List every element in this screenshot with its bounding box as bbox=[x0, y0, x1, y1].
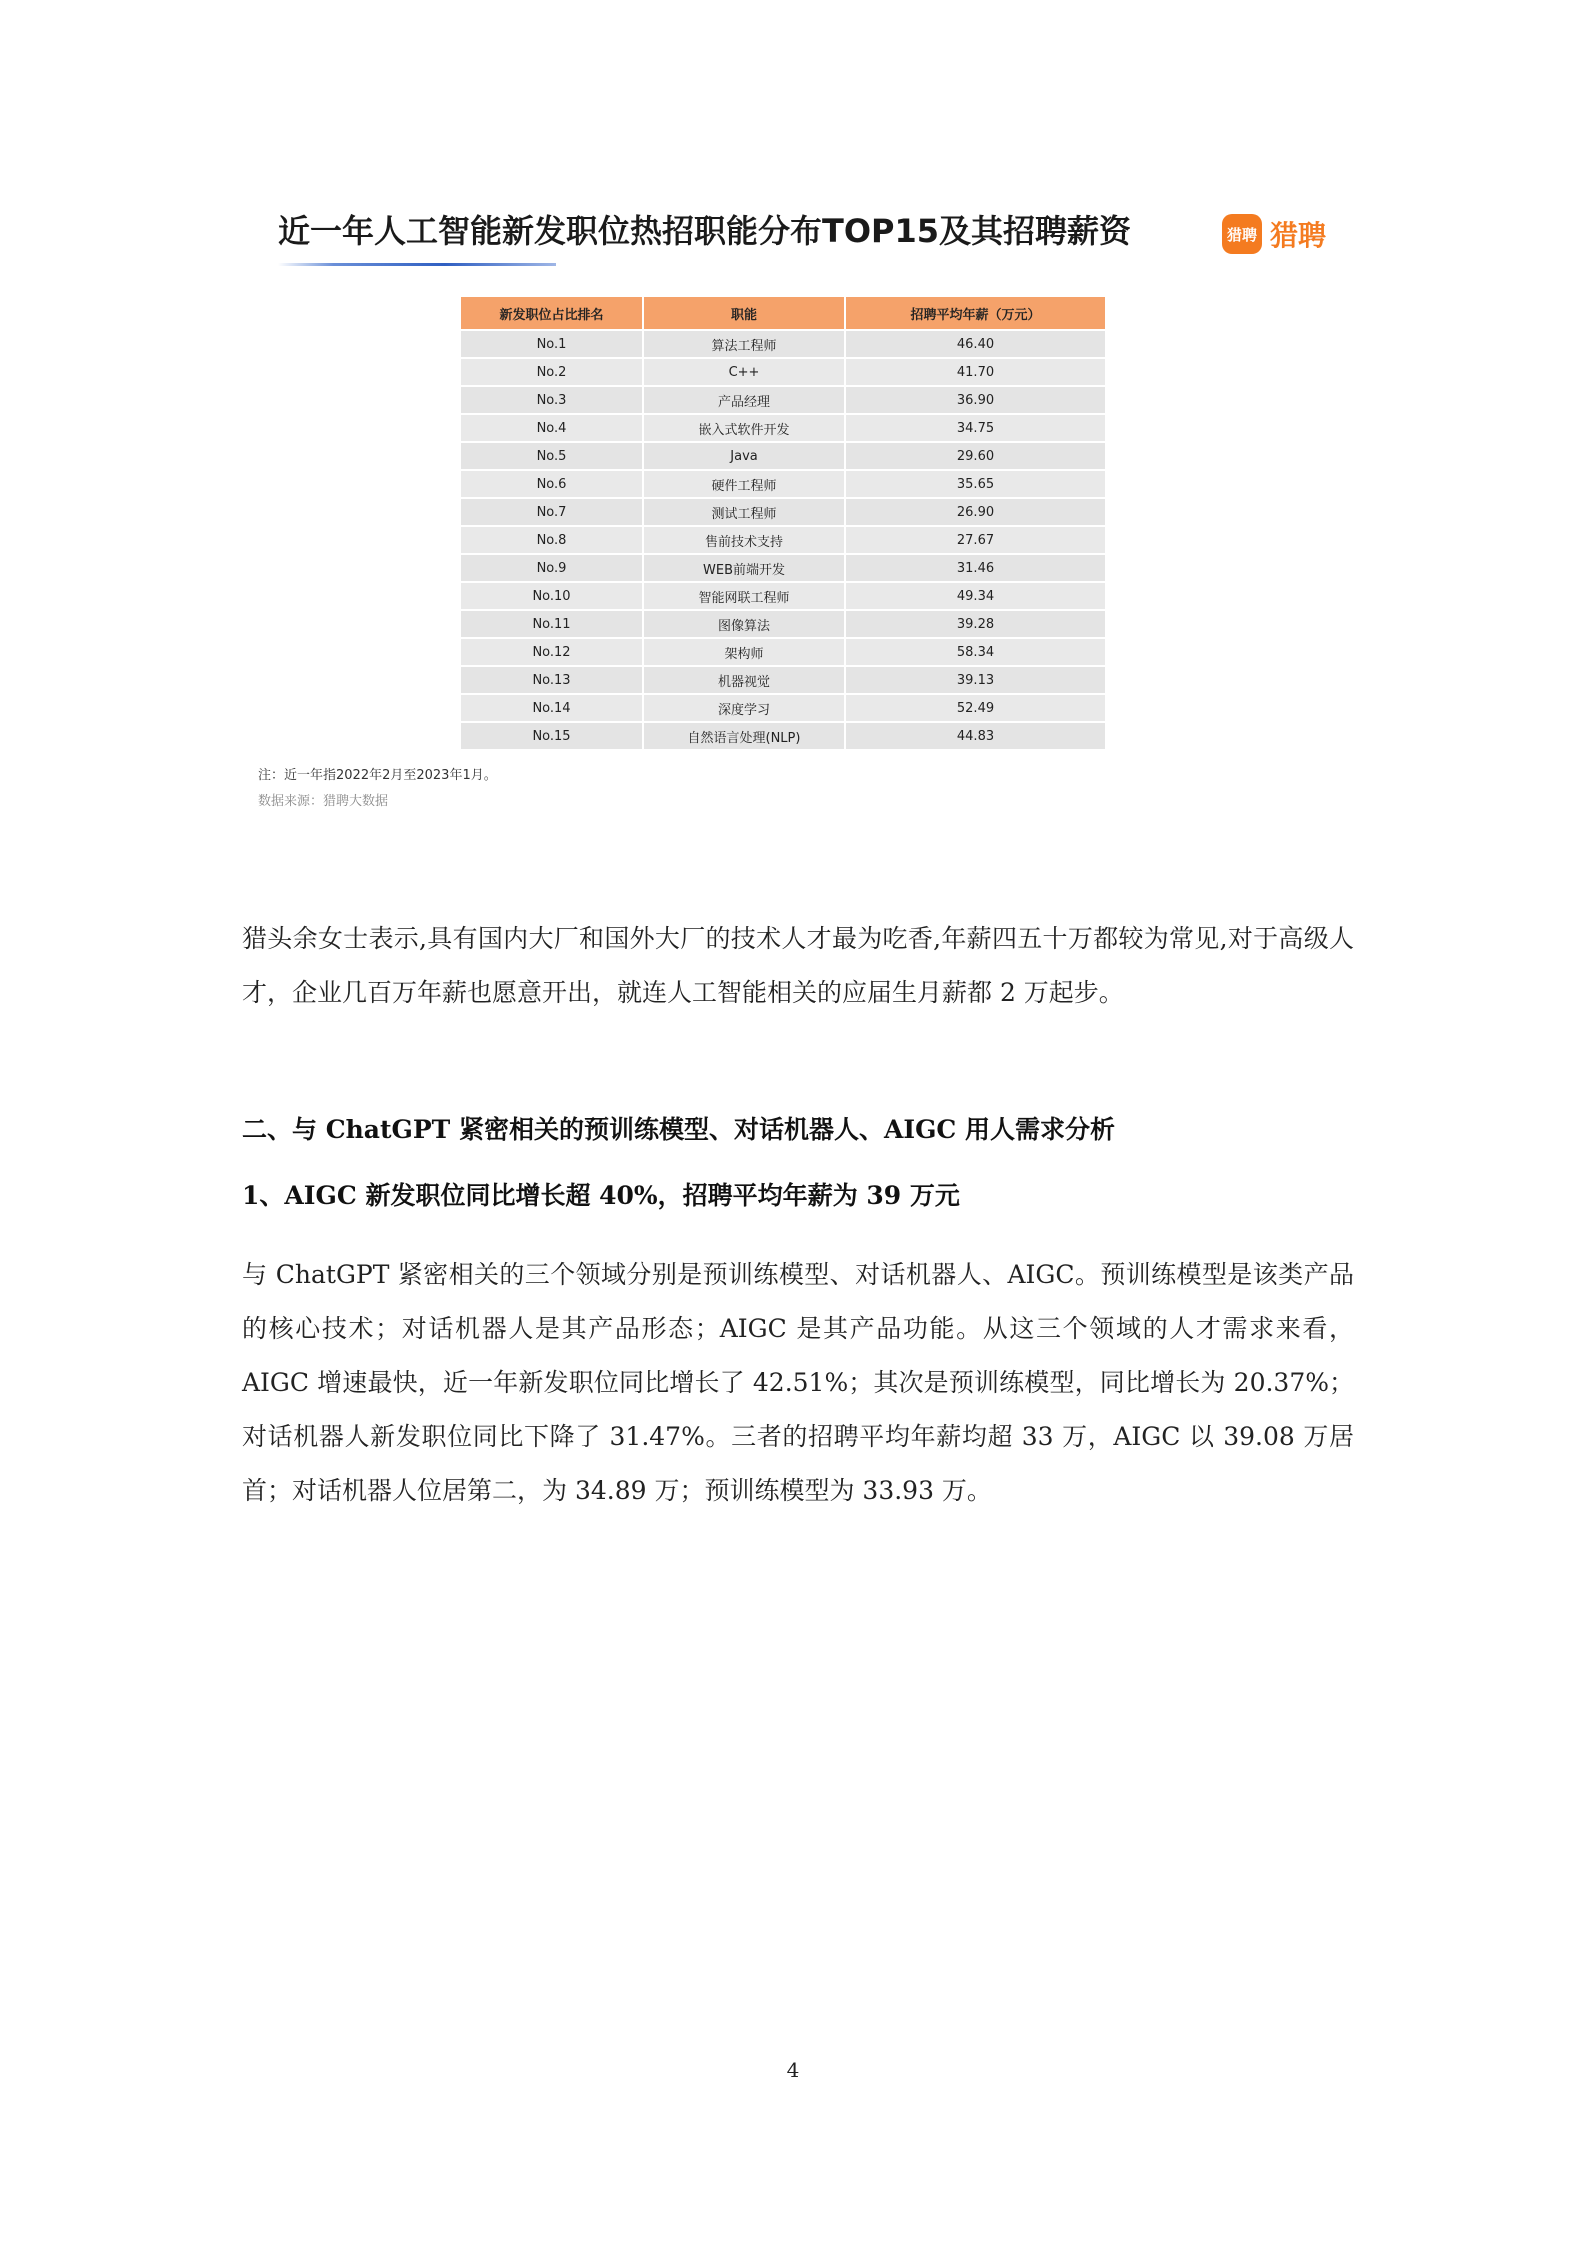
cell-salary: 39.28 bbox=[845, 610, 1106, 638]
table-row bbox=[460, 330, 1106, 358]
cell-salary: 39.13 bbox=[845, 666, 1106, 694]
cell-function: 架构师 bbox=[643, 638, 845, 666]
table-row bbox=[460, 694, 1106, 722]
cell-rank: No.11 bbox=[460, 610, 643, 638]
cell-rank: No.8 bbox=[460, 526, 643, 554]
cell-rank: No.13 bbox=[460, 666, 643, 694]
cell-rank: No.7 bbox=[460, 498, 643, 526]
figure-note: 注：近一年指2022年2月至2023年1月。 bbox=[258, 768, 497, 783]
table-row bbox=[460, 470, 1106, 498]
cell-rank: No.1 bbox=[460, 330, 643, 358]
table-header-row bbox=[460, 296, 1106, 330]
table-row bbox=[460, 582, 1106, 610]
section-heading: 二、与 ChatGPT 紧密相关的预训练模型、对话机器人、AIGC 用人需求分析 bbox=[242, 1115, 1116, 1144]
subsection-heading: 1、AIGC 新发职位同比增长超 40%，招聘平均年薪为 39 万元 bbox=[242, 1181, 960, 1210]
cell-salary: 36.90 bbox=[845, 386, 1106, 414]
cell-salary: 26.90 bbox=[845, 498, 1106, 526]
cell-salary: 46.40 bbox=[845, 330, 1106, 358]
cell-salary: 49.34 bbox=[845, 582, 1106, 610]
table-row bbox=[460, 386, 1106, 414]
liepin-logo bbox=[1222, 212, 1326, 256]
page-number: 4 bbox=[786, 2058, 800, 2082]
cell-function: Java bbox=[643, 442, 845, 470]
cell-function: 自然语言处理(NLP) bbox=[643, 722, 845, 750]
table-row bbox=[460, 610, 1106, 638]
paragraph-headhunter-quote: 猎头余女士表示,具有国内大厂和国外大厂的技术人才最为吃香,年薪四五十万都较为常见,对于高级人才，企业几百万年薪也愿意开出，就连人工智能相关的应届生月薪都 2 万起步。 bbox=[242, 924, 1354, 1007]
table-row bbox=[460, 498, 1106, 526]
cell-rank: No.6 bbox=[460, 470, 643, 498]
cell-rank: No.14 bbox=[460, 694, 643, 722]
table-row bbox=[460, 358, 1106, 386]
cell-function: 图像算法 bbox=[643, 610, 845, 638]
cell-rank: No.15 bbox=[460, 722, 643, 750]
liepin-logo-text: 猎聘 bbox=[1270, 219, 1327, 252]
cell-rank: No.3 bbox=[460, 386, 643, 414]
figure-title: 近一年人工智能新发职位热招职能分布TOP15及其招聘薪资 bbox=[278, 212, 1132, 250]
cell-function: 嵌入式软件开发 bbox=[643, 414, 845, 442]
table-row bbox=[460, 526, 1106, 554]
cell-function: 算法工程师 bbox=[643, 330, 845, 358]
cell-function: 机器视觉 bbox=[643, 666, 845, 694]
liepin-logo-icon: 猎聘 bbox=[1222, 214, 1262, 254]
table-row bbox=[460, 722, 1106, 750]
figure-source: 数据来源：猎聘大数据 bbox=[258, 794, 389, 809]
cell-salary: 41.70 bbox=[845, 358, 1106, 386]
table-row bbox=[460, 666, 1106, 694]
header-salary: 招聘平均年薪（万元） bbox=[845, 296, 1106, 330]
table-row bbox=[460, 442, 1106, 470]
header-function: 职能 bbox=[643, 296, 845, 330]
header-rank: 新发职位占比排名 bbox=[460, 296, 643, 330]
cell-rank: No.9 bbox=[460, 554, 643, 582]
table-row bbox=[460, 554, 1106, 582]
cell-rank: No.10 bbox=[460, 582, 643, 610]
cell-function: 智能网联工程师 bbox=[643, 582, 845, 610]
table-row bbox=[460, 638, 1106, 666]
cell-salary: 44.83 bbox=[845, 722, 1106, 750]
cell-rank: No.2 bbox=[460, 358, 643, 386]
cell-function: C++ bbox=[643, 358, 845, 386]
cell-salary: 58.34 bbox=[845, 638, 1106, 666]
cell-function: WEB前端开发 bbox=[643, 554, 845, 582]
cell-rank: No.4 bbox=[460, 414, 643, 442]
cell-salary: 29.60 bbox=[845, 442, 1106, 470]
cell-salary: 31.46 bbox=[845, 554, 1106, 582]
cell-salary: 27.67 bbox=[845, 526, 1106, 554]
cell-salary: 52.49 bbox=[845, 694, 1106, 722]
cell-function: 售前技术支持 bbox=[643, 526, 845, 554]
cell-rank: No.12 bbox=[460, 638, 643, 666]
table-row bbox=[460, 414, 1106, 442]
cell-function: 硬件工程师 bbox=[643, 470, 845, 498]
cell-function: 深度学习 bbox=[643, 694, 845, 722]
job-salary-table bbox=[459, 295, 1107, 751]
cell-rank: No.5 bbox=[460, 442, 643, 470]
paragraph-aigc-analysis: 与 ChatGPT 紧密相关的三个领域分别是预训练模型、对话机器人、AIGC。预训练模型是该类产品的核心技术；对话机器人是其产品形态；AIGC 是其产品功能。从这三个领域的人才需求来看，AIGC 增速最快，近一年新发职位同比增长了 42.51%；其次是预训练模型，同比增长为 20.37%；对话机器人新发职位同比下降了 31.47%。三者的招聘平均年薪均超 33 万，AIGC 以 39.08 万居首；对话机器人位居第二，为 34.89 万；预训练模型为 33.93 万。 bbox=[242, 1260, 1354, 1505]
title-underline bbox=[278, 263, 556, 266]
cell-function: 测试工程师 bbox=[643, 498, 845, 526]
cell-salary: 35.65 bbox=[845, 470, 1106, 498]
cell-salary: 34.75 bbox=[845, 414, 1106, 442]
cell-function: 产品经理 bbox=[643, 386, 845, 414]
